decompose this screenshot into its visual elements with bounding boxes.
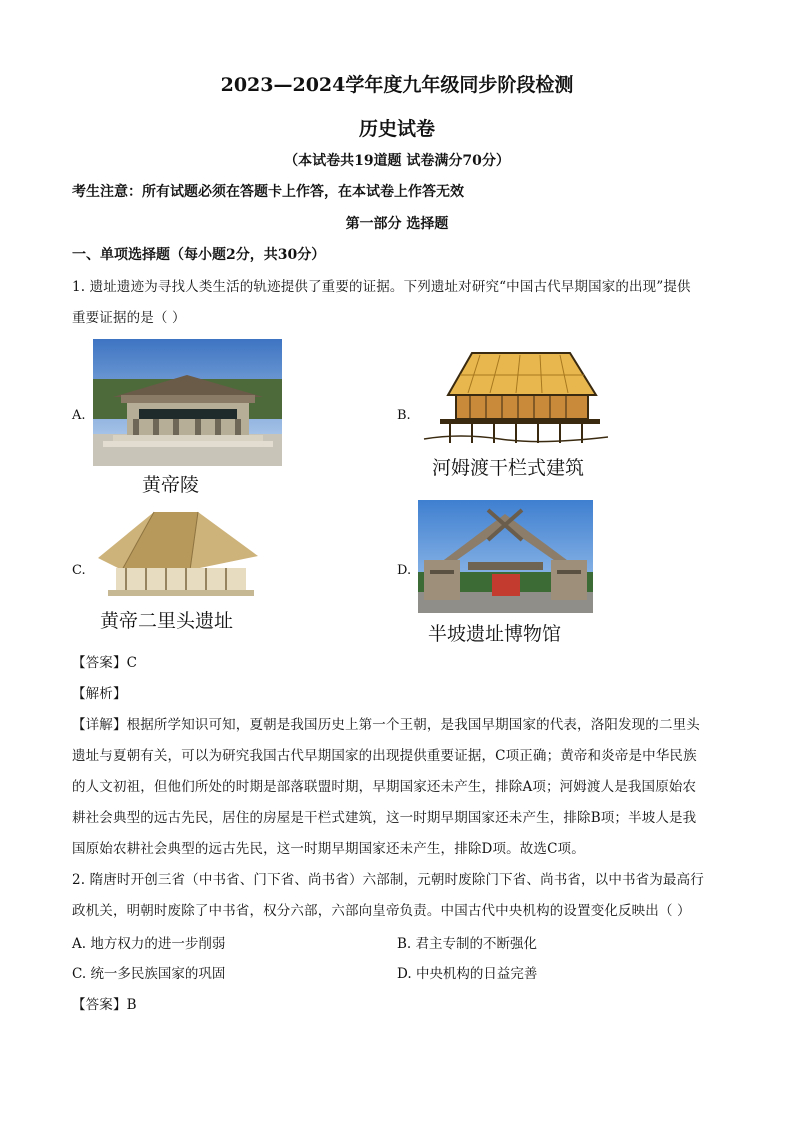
q2-option-b: [397, 932, 537, 952]
q2-option-c-text: 统一多民族国家的巩固: [90, 966, 226, 982]
q1-option-c-caption: 黄帝二里头遗址: [100, 610, 234, 632]
section-heading: 一、单项选择题（每小题2分，共30分）: [72, 247, 326, 263]
q2-stem-line1: 2. 隋唐时开创三省（中书省、门下省、尚书省）六部制，元朝时废除门下省、尚书省，以中书省为最高行: [72, 872, 704, 888]
q1-detail-line2: 遗址与夏朝有关，可以为研究我国古代早期国家的出现提供重要证据，C项正确；黄帝和炎帝是中华民族: [72, 748, 697, 764]
q2-option-d: [397, 962, 537, 982]
part-heading: 第一部分 选择题: [345, 216, 449, 232]
q1-option-d-label: D.: [397, 563, 412, 578]
q1-detail-line5: 国原始农耕社会典型的远古先民，这一时期早期国家还未产生，排除D项。故选C项。: [72, 841, 585, 857]
q1-stem-line1: 1. 遗址遗迹为寻找人类生活的轨迹提供了重要的证据。下列遗址对研究“中国古代早期国家的出现”提供: [72, 279, 691, 295]
q1-option-c-label: C.: [72, 563, 86, 578]
q1-option-a-caption: 黄帝陵: [142, 474, 200, 496]
q1-stem-line2: 重要证据的是（ ）: [72, 310, 186, 326]
q2-option-c-label: C.: [72, 966, 87, 982]
q2-answer: [72, 993, 137, 1013]
q1-option-d-caption: 半坡遗址博物馆: [428, 623, 562, 645]
thatched-palace-model-icon: [94, 508, 260, 598]
q1-detail-line4: 耕社会典型的远古先民，居住的房屋是干栏式建筑，这一时期早期国家还未产生，排除B项；半坡人是我: [72, 810, 697, 826]
q2-option-a: [72, 932, 225, 952]
q1-analysis-tag: 【解析】: [72, 686, 127, 702]
q2-stem-line2: 政机关，明朝时废除了中书省，权分六部，六部向皇帝负责。中国古代中央机构的设置变化反映出（ ）: [72, 903, 691, 919]
answer-tag: 【答案】: [72, 655, 127, 671]
q1-option-b-label: B.: [397, 408, 411, 423]
q2-option-d-text: 中央机构的日益完善: [415, 966, 538, 982]
answer-value: B: [126, 997, 137, 1013]
q2-option-b-text: 君主专制的不断强化: [415, 936, 538, 952]
mausoleum-hall-photo-icon: [93, 339, 282, 466]
answer-tag: 【答案】: [72, 997, 127, 1013]
exam-subject: 历史试卷: [358, 118, 435, 140]
museum-gate-photo-icon: [418, 500, 593, 613]
candidate-notice: 考生注意：所有试题必须在答题卡上作答，在本试卷上作答无效: [72, 184, 464, 200]
q2-option-d-label: D.: [397, 966, 412, 982]
answer-value: C: [126, 655, 138, 671]
q2-option-b-label: B.: [397, 936, 412, 952]
q1-answer: [72, 651, 137, 671]
q2-option-a-text: 地方权力的进一步削弱: [90, 936, 226, 952]
stilt-house-drawing-icon: [420, 347, 608, 447]
q2-option-a-label: A.: [72, 936, 87, 952]
q1-detail-line3: 的人文初祖，但他们所处的时期是部落联盟时期，早期国家还未产生，排除A项；河姆渡人是我国原始农: [72, 779, 697, 795]
q1-option-a-label: A.: [72, 408, 86, 423]
detail-text: 根据所学知识可知，夏朝是我国历史上第一个王朝，是我国早期国家的代表，洛阳发现的二里头: [126, 717, 700, 733]
q1-option-b-caption: 河姆渡干栏式建筑: [432, 457, 585, 479]
exam-note: （本试卷共19道题 试卷满分70分）: [284, 153, 510, 169]
q1-detail-line1: [72, 713, 700, 733]
exam-title: 2023—2024学年度九年级同步阶段检测: [220, 74, 574, 96]
detail-tag: 【详解】: [72, 717, 127, 733]
q2-option-c: [72, 962, 225, 982]
